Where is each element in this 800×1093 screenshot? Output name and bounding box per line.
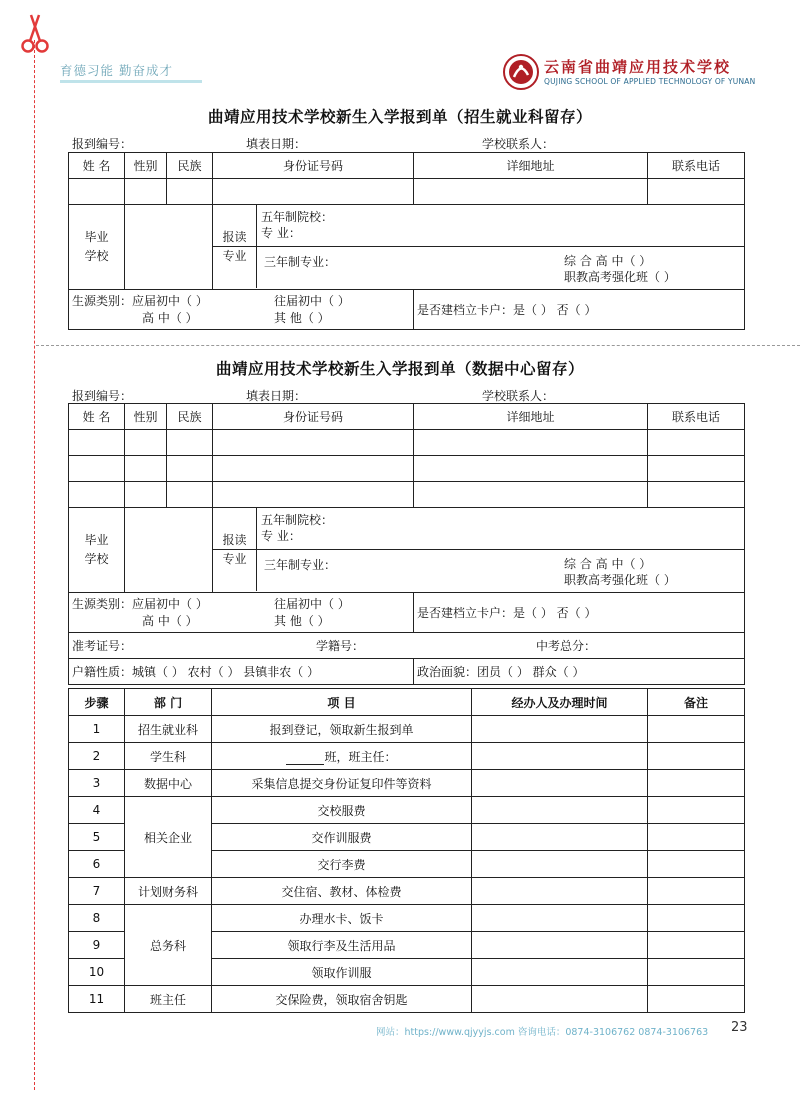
step-item: 办理水卡、饭卡 bbox=[212, 905, 472, 932]
gender-field[interactable] bbox=[125, 179, 167, 205]
step-no: 4 bbox=[69, 797, 125, 824]
header-id-number: 身份证号码 bbox=[213, 404, 414, 430]
phone-field[interactable] bbox=[648, 482, 745, 508]
table-row bbox=[69, 905, 745, 932]
step-handler-field[interactable] bbox=[472, 824, 648, 851]
step-item: 领取行李及生活用品 bbox=[212, 932, 472, 959]
header-address: 详细地址 bbox=[414, 404, 648, 430]
form2-contact: 学校联系人： bbox=[482, 389, 555, 403]
step-handler-field[interactable] bbox=[472, 797, 648, 824]
apply-major-label: 报读 专业 bbox=[213, 205, 257, 288]
scissors-icon bbox=[20, 12, 50, 60]
cut-line-vertical bbox=[34, 40, 35, 1090]
step-remark-field[interactable] bbox=[648, 959, 745, 986]
header-phone: 联系电话 bbox=[648, 404, 745, 430]
form2-table bbox=[68, 403, 745, 685]
step-no: 1 bbox=[69, 716, 125, 743]
student-no-field[interactable]: 学籍号： bbox=[316, 638, 365, 653]
gender-field[interactable] bbox=[125, 456, 167, 482]
step-remark-field[interactable] bbox=[648, 905, 745, 932]
table-row bbox=[69, 770, 745, 797]
step-item: 交校服费 bbox=[212, 797, 472, 824]
step-no: 6 bbox=[69, 851, 125, 878]
form1-report-no: 报到编号： bbox=[72, 137, 133, 151]
step-item-text: 班，班主任： bbox=[324, 749, 397, 764]
page-number: 23 bbox=[731, 1020, 748, 1035]
form1-title: 曲靖应用技术学校新生入学报到单（招生就业科留存） bbox=[207, 108, 592, 126]
step-no: 11 bbox=[69, 986, 125, 1013]
id-number-field[interactable] bbox=[213, 430, 414, 456]
major-field[interactable]: 专 业： bbox=[261, 529, 301, 543]
steps-header-dept: 部 门 bbox=[125, 689, 212, 716]
header-name: 姓 名 bbox=[69, 404, 125, 430]
step-no: 5 bbox=[69, 824, 125, 851]
major-field[interactable]: 专 业： bbox=[261, 226, 301, 240]
step-dept: 学生科 bbox=[125, 743, 212, 770]
motto-underline bbox=[60, 80, 202, 83]
step-no: 3 bbox=[69, 770, 125, 797]
header-name: 姓 名 bbox=[69, 153, 125, 179]
school-logo-icon bbox=[502, 53, 540, 95]
poverty-card-option[interactable]: 是否建档立卡户：是（ ） 否（ ） bbox=[414, 593, 745, 633]
source-other-option[interactable]: 其 他（ ） bbox=[274, 613, 330, 628]
step-handler-field[interactable] bbox=[472, 770, 648, 797]
step-dept: 数据中心 bbox=[125, 770, 212, 797]
grad-school-field[interactable] bbox=[125, 508, 213, 593]
address-field[interactable] bbox=[414, 430, 648, 456]
steps-header-remark: 备注 bbox=[648, 689, 745, 716]
phone-field[interactable] bbox=[648, 179, 745, 205]
source-other-option[interactable]: 其 他（ ） bbox=[274, 310, 330, 325]
form2-title: 曲靖应用技术学校新生入学报到单（数据中心留存） bbox=[215, 360, 584, 378]
name-field[interactable] bbox=[69, 482, 125, 508]
step-handler-field[interactable] bbox=[472, 716, 648, 743]
household-type-option[interactable]: 户籍性质：城镇（ ） 农村（ ） 县镇非农（ ） bbox=[69, 659, 414, 685]
header-phone: 联系电话 bbox=[648, 153, 745, 179]
phone-field[interactable] bbox=[648, 430, 745, 456]
poverty-card-option[interactable]: 是否建档立卡户：是（ ） 否（ ） bbox=[414, 290, 745, 330]
table-row bbox=[69, 716, 745, 743]
header-address: 详细地址 bbox=[414, 153, 648, 179]
form2-fill-date: 填表日期： bbox=[246, 389, 307, 403]
step-dept: 招生就业科 bbox=[125, 716, 212, 743]
step-dept: 相关企业 bbox=[125, 797, 212, 878]
steps-table bbox=[68, 688, 745, 1013]
step-no: 7 bbox=[69, 878, 125, 905]
five-year-school-field[interactable]: 五年制院校： bbox=[261, 210, 334, 224]
address-field[interactable] bbox=[414, 456, 648, 482]
apply-major-label: 报读 专业 bbox=[213, 508, 257, 591]
step-item: 交作训服费 bbox=[212, 824, 472, 851]
step-dept: 班主任 bbox=[125, 986, 212, 1013]
form1-table bbox=[68, 152, 745, 330]
steps-header-item: 项 目 bbox=[212, 689, 472, 716]
grad-school-field[interactable] bbox=[125, 205, 213, 290]
step-no: 9 bbox=[69, 932, 125, 959]
five-year-school-field[interactable]: 五年制院校： bbox=[261, 513, 334, 527]
political-status-option[interactable]: 政治面貌：团员（ ） 群众（ ） bbox=[414, 659, 745, 685]
name-field[interactable] bbox=[69, 179, 125, 205]
step-dept: 总务科 bbox=[125, 905, 212, 986]
step-item: 领取作训服 bbox=[212, 959, 472, 986]
step-handler-field[interactable] bbox=[472, 851, 648, 878]
school-name-en: QUJING SCHOOL OF APPLIED TECHNOLOGY OF YUNAN bbox=[544, 77, 756, 86]
class-blank-field[interactable] bbox=[286, 753, 324, 765]
ethnicity-field[interactable] bbox=[167, 179, 213, 205]
step-handler-field[interactable] bbox=[472, 878, 648, 905]
header-id-number: 身份证号码 bbox=[213, 153, 414, 179]
step-no: 10 bbox=[69, 959, 125, 986]
id-number-field[interactable] bbox=[213, 179, 414, 205]
table-row bbox=[69, 743, 745, 770]
ethnicity-field[interactable] bbox=[167, 456, 213, 482]
name-field[interactable] bbox=[69, 430, 125, 456]
step-remark-field[interactable] bbox=[648, 932, 745, 959]
source-past-junior-option[interactable]: 往届初中（ ） bbox=[274, 596, 350, 611]
step-remark-field[interactable] bbox=[648, 770, 745, 797]
step-handler-field[interactable] bbox=[472, 905, 648, 932]
source-fresh-junior-option[interactable]: 生源类别：应届初中（ ） bbox=[72, 293, 208, 308]
gender-field[interactable] bbox=[125, 482, 167, 508]
form1-fill-date: 填表日期： bbox=[246, 137, 307, 151]
step-remark-field[interactable] bbox=[648, 878, 745, 905]
source-high-school-option[interactable]: 高 中（ ） bbox=[142, 310, 198, 325]
grad-school-label: 毕业 学校 bbox=[69, 508, 125, 593]
step-item: 报到登记，领取新生报到单 bbox=[212, 716, 472, 743]
step-no: 2 bbox=[69, 743, 125, 770]
header-gender: 性别 bbox=[125, 153, 167, 179]
address-field[interactable] bbox=[414, 179, 648, 205]
comprehensive-high-option[interactable]: 综 合 高 中（ ） bbox=[564, 254, 652, 268]
step-item: 交行李费 bbox=[212, 851, 472, 878]
name-field[interactable] bbox=[69, 456, 125, 482]
step-handler-field[interactable] bbox=[472, 986, 648, 1013]
step-remark-field[interactable] bbox=[648, 986, 745, 1013]
step-item: 采集信息提交身份证复印件等资料 bbox=[212, 770, 472, 797]
step-handler-field[interactable] bbox=[472, 959, 648, 986]
step-handler-field[interactable] bbox=[472, 743, 648, 770]
exam-no-field[interactable]: 准考证号： bbox=[72, 638, 133, 653]
three-year-major-field[interactable]: 三年制专业： bbox=[264, 558, 337, 572]
step-remark-field[interactable] bbox=[648, 851, 745, 878]
step-item: 交保险费，领取宿舍钥匙 bbox=[212, 986, 472, 1013]
header-gender: 性别 bbox=[125, 404, 167, 430]
ethnicity-field[interactable] bbox=[167, 482, 213, 508]
grad-school-label: 毕业 学校 bbox=[69, 205, 125, 290]
source-high-school-option[interactable]: 高 中（ ） bbox=[142, 613, 198, 628]
id-number-field[interactable] bbox=[213, 456, 414, 482]
form2-report-no: 报到编号： bbox=[72, 389, 133, 403]
source-fresh-junior-option[interactable]: 生源类别：应届初中（ ） bbox=[72, 596, 208, 611]
three-year-major-field[interactable]: 三年制专业： bbox=[264, 255, 337, 269]
step-item-class bbox=[212, 743, 472, 770]
form1-contact: 学校联系人： bbox=[482, 137, 555, 151]
gender-field[interactable] bbox=[125, 430, 167, 456]
steps-header-step: 步骤 bbox=[69, 689, 125, 716]
phone-field[interactable] bbox=[648, 456, 745, 482]
motto: 育德习能 勤奋成才 bbox=[60, 63, 173, 78]
step-remark-field[interactable] bbox=[648, 824, 745, 851]
header-ethnicity: 民族 bbox=[167, 404, 213, 430]
cut-line-horizontal bbox=[36, 345, 800, 346]
header-ethnicity: 民族 bbox=[167, 153, 213, 179]
footer-contact: 网站：https://www.qjyyjs.com 咨询电话：0874-3106762 0874-3106763 bbox=[376, 1027, 709, 1038]
vocational-exam-option[interactable]: 职教高考强化班（ ） bbox=[564, 573, 676, 587]
table-row bbox=[69, 797, 745, 824]
comprehensive-high-option[interactable]: 综 合 高 中（ ） bbox=[564, 557, 652, 571]
address-field[interactable] bbox=[414, 482, 648, 508]
step-remark-field[interactable] bbox=[648, 716, 745, 743]
step-remark-field[interactable] bbox=[648, 797, 745, 824]
id-number-field[interactable] bbox=[213, 482, 414, 508]
step-remark-field[interactable] bbox=[648, 743, 745, 770]
ethnicity-field[interactable] bbox=[167, 430, 213, 456]
total-score-field[interactable]: 中考总分： bbox=[536, 638, 597, 653]
source-past-junior-option[interactable]: 往届初中（ ） bbox=[274, 293, 350, 308]
table-row bbox=[69, 878, 745, 905]
vocational-exam-option[interactable]: 职教高考强化班（ ） bbox=[564, 270, 676, 284]
step-dept: 计划财务科 bbox=[125, 878, 212, 905]
steps-header-handler: 经办人及办理时间 bbox=[472, 689, 648, 716]
table-row bbox=[69, 986, 745, 1013]
step-handler-field[interactable] bbox=[472, 932, 648, 959]
step-no: 8 bbox=[69, 905, 125, 932]
school-name: 云南省曲靖应用技术学校 bbox=[544, 58, 732, 76]
step-item: 交住宿、教材、体检费 bbox=[212, 878, 472, 905]
